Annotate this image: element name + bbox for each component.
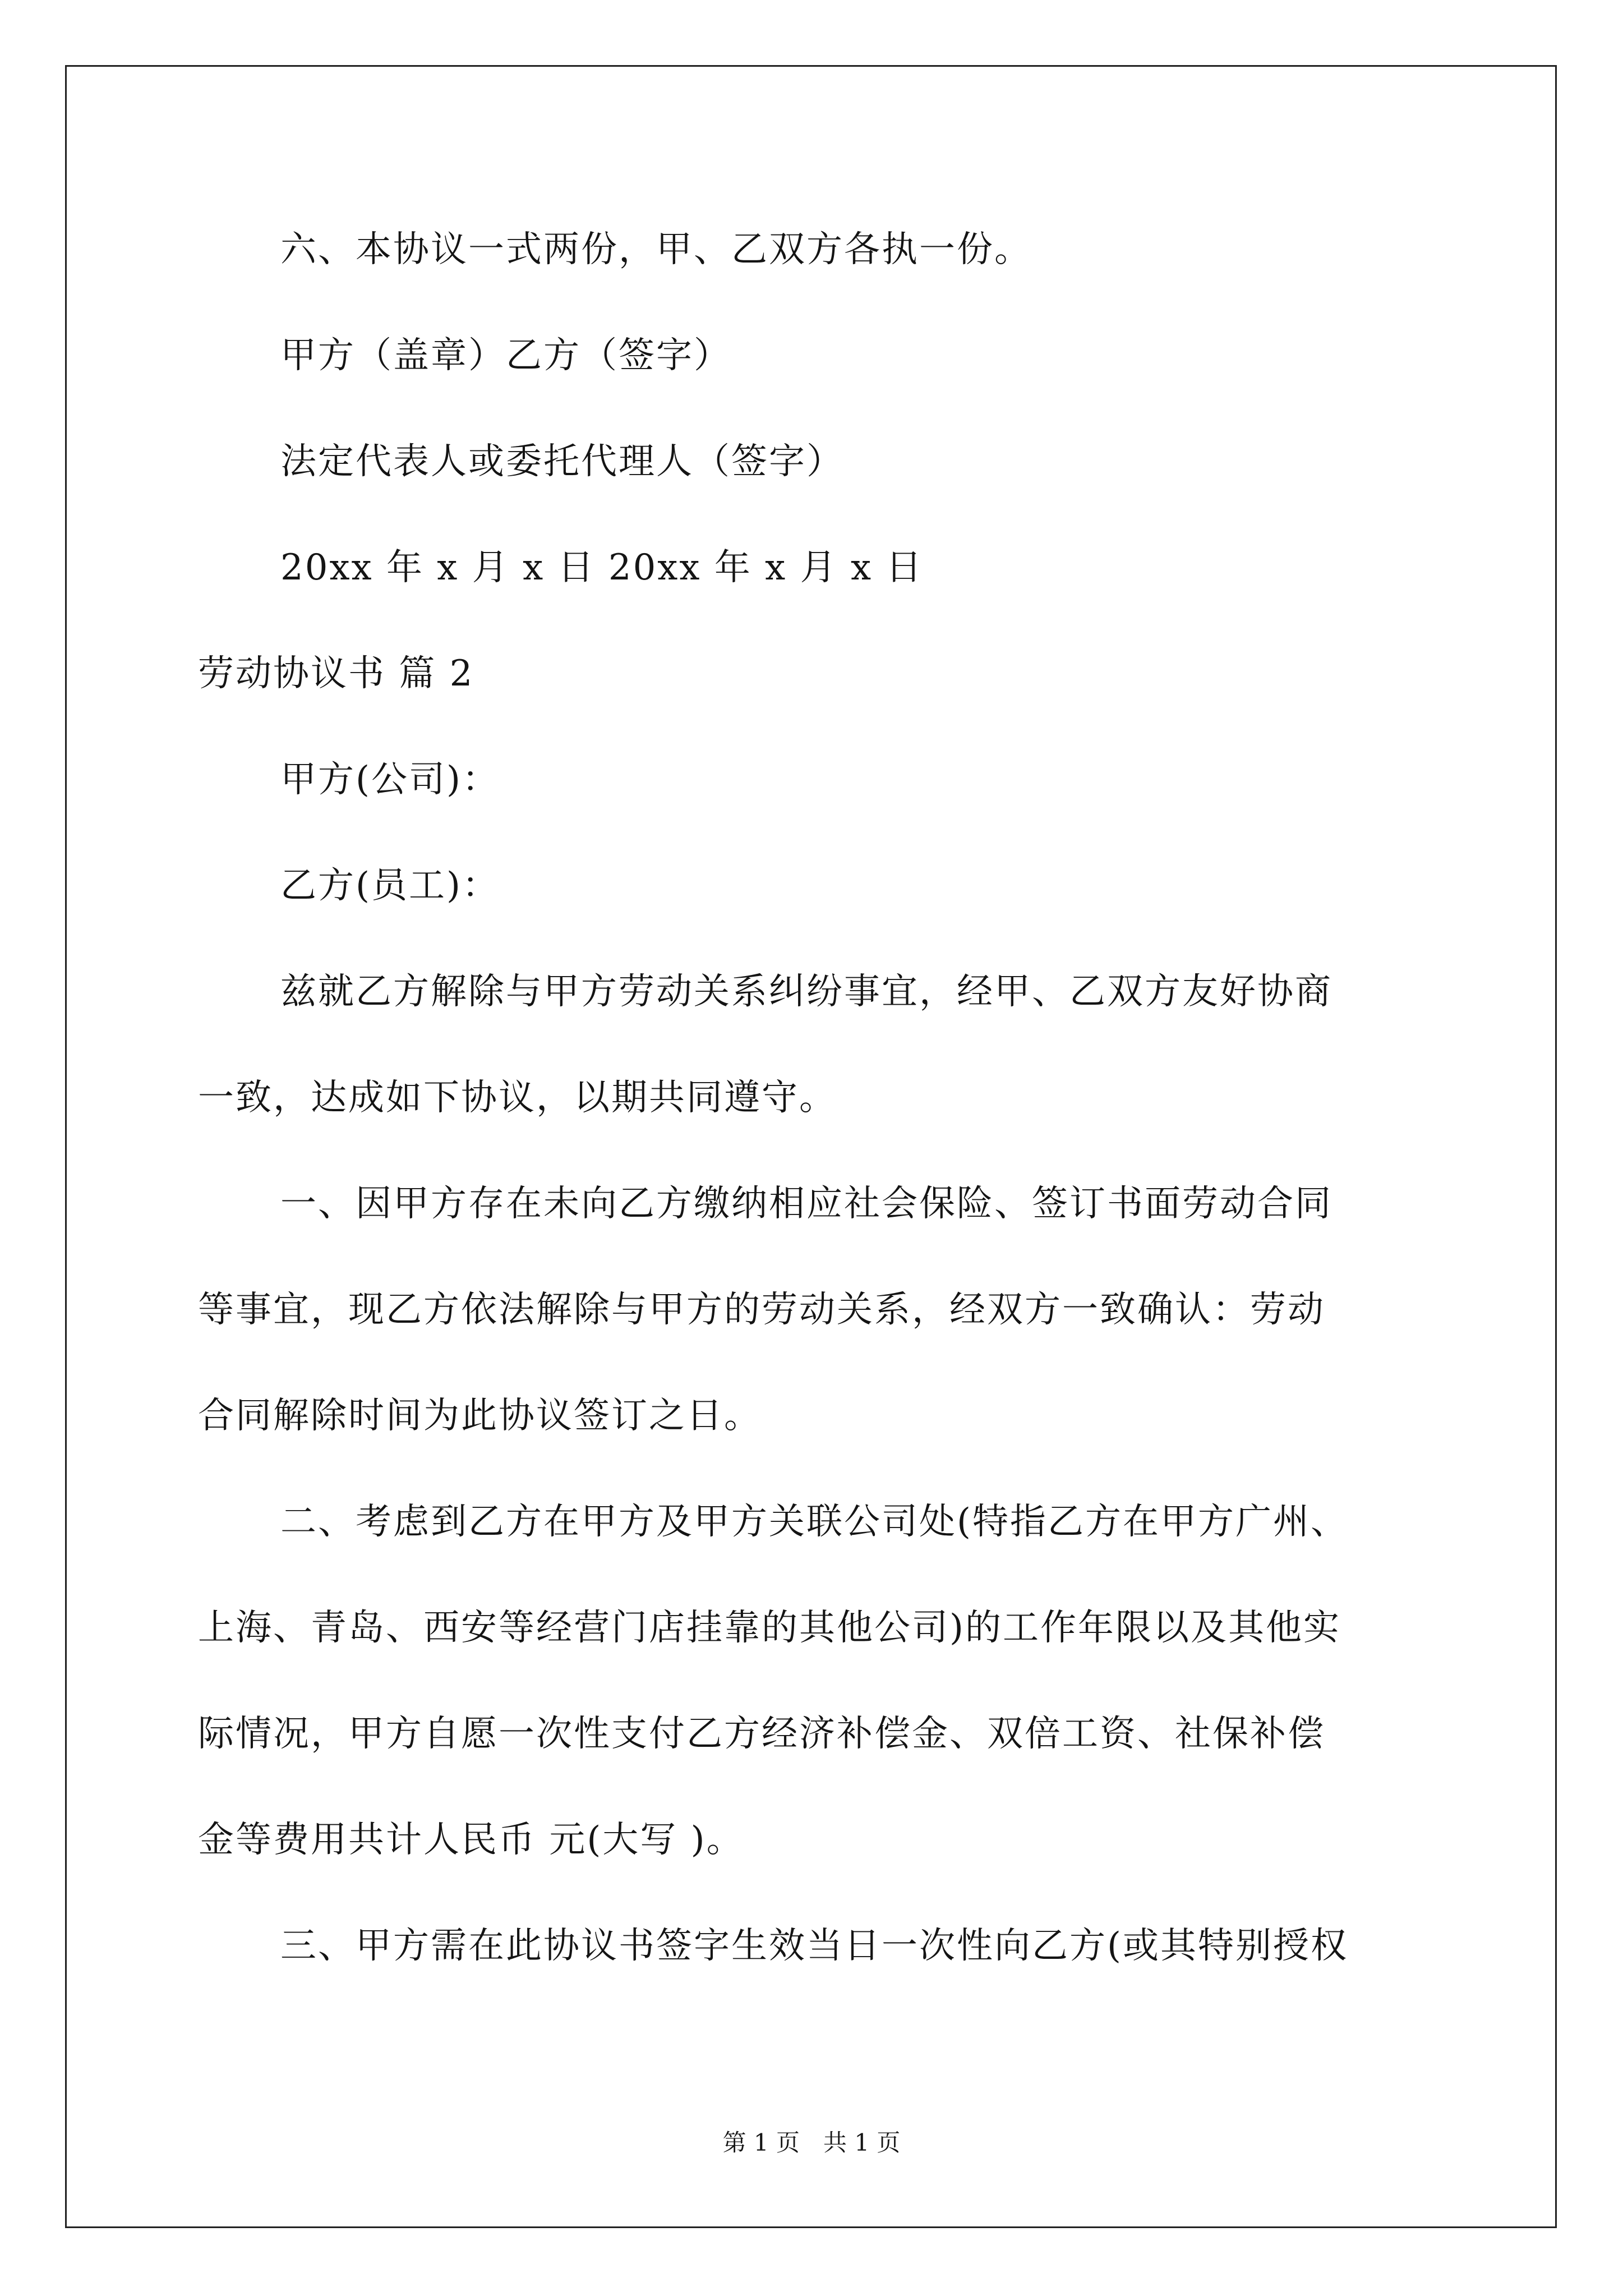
representative-signature-line: 法定代表人或委托代理人（签字） xyxy=(280,441,844,482)
clause-two-line-1: 二、考虑到乙方在甲方及甲方关联公司处(特指乙方在甲方广州、 xyxy=(280,1501,1348,1543)
page-footer: 第 1 页 共 1 页 xyxy=(722,2129,901,2156)
party-a-line: 甲方(公司)： xyxy=(280,759,500,800)
clause-one-line-3: 合同解除时间为此协议签订之日。 xyxy=(198,1395,762,1437)
clause-one-line-2: 等事宜，现乙方依法解除与甲方的劳动关系，经双方一致确认：劳动 xyxy=(198,1289,1325,1331)
clause-three-line-1: 三、甲方需在此协议书签字生效当日一次性向乙方(或其特别授权 xyxy=(280,1925,1348,1967)
date-line: 20xx 年 x 月 x 日 20xx 年 x 月 x 日 xyxy=(280,547,924,588)
preamble-line-1: 兹就乙方解除与甲方劳动关系纠纷事宜，经甲、乙双方友好协商 xyxy=(280,971,1332,1013)
signature-party-line: 甲方（盖章）乙方（签字） xyxy=(280,335,731,376)
page-border xyxy=(65,65,1557,2228)
clause-one-line-1: 一、因甲方存在未向乙方缴纳相应社会保险、签订书面劳动合同 xyxy=(280,1183,1332,1225)
preamble-line-2: 一致，达成如下协议，以期共同遵守。 xyxy=(198,1077,837,1119)
clause-two-line-3: 际情况，甲方自愿一次性支付乙方经济补偿金、双倍工资、社保补偿 xyxy=(198,1713,1325,1755)
clause-two-line-2: 上海、青岛、西安等经营门店挂靠的其他公司)的工作年限以及其他实 xyxy=(198,1607,1341,1649)
section-heading: 劳动协议书 篇 2 xyxy=(198,653,474,694)
clause-six: 六、本协议一式两份，甲、乙双方各执一份。 xyxy=(280,229,1032,270)
party-b-line: 乙方(员工)： xyxy=(280,865,500,907)
clause-two-line-4: 金等费用共计人民币 元(大写 )。 xyxy=(198,1819,744,1861)
